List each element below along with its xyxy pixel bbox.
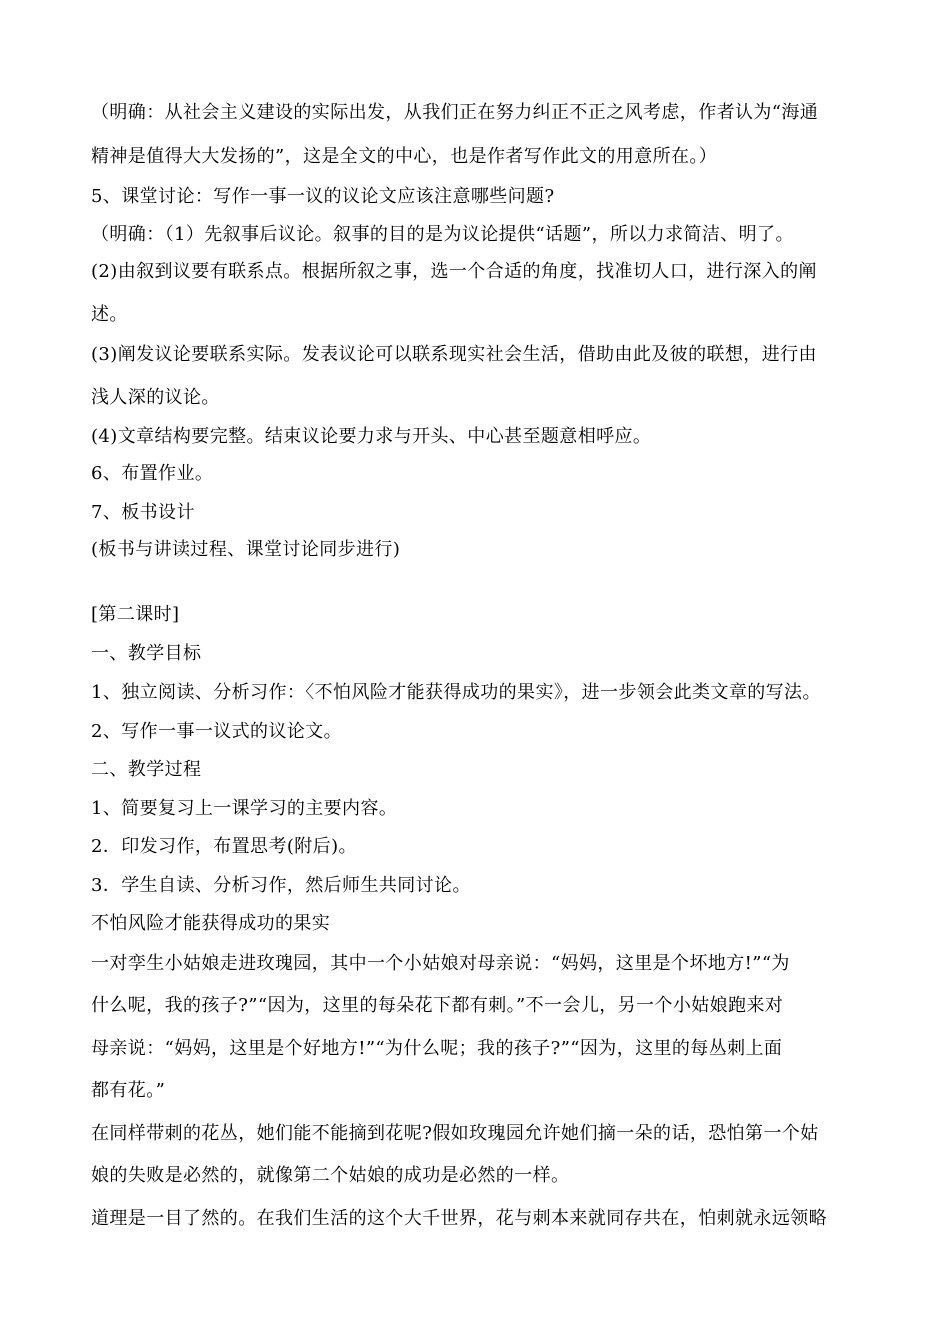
text-line: 在同样带刺的花丛，她们能不能摘到花呢?假如玫瑰园允许她们摘一朵的话，恐怕第一个姑: [91, 1123, 819, 1144]
text-line: 1、独立阅读、分析习作：〈不怕风险才能获得成功的果实》，进一步领会此类文章的写法。: [91, 682, 821, 703]
text-line: 娘的失败是必然的，就像第二个姑娘的成功是必然的一样。: [91, 1165, 570, 1186]
section-header: [第二课时]: [91, 604, 180, 625]
text-line: 7、板书设计: [91, 502, 195, 523]
text-line: 1、简要复习上一课学习的主要内容。: [91, 798, 398, 819]
text-line: 5、课堂讨论：写作一事一议的议论文应该注意哪些问题?: [91, 186, 555, 207]
text-line: （明确：（1）先叙事后议论。叙事的目的是为议论提供“话题”，所以力求简洁、明了。: [91, 224, 794, 245]
text-line: 2、写作一事一议式的议论文。: [91, 721, 343, 742]
text-line: （明确：从社会主义建设的实际出发，从我们正在努力纠正不正之风考虑，作者认为“海通: [91, 102, 819, 123]
text-line: (2)由叙到议要有联系点。根据所叙之事，选一个合适的角度，找准切人口，进行深入的阐: [91, 261, 817, 282]
text-line: 精神是值得大大发扬的”，这是全文的中心，也是作者写作此文的用意所在。）: [91, 146, 718, 167]
text-line: (3)阐发议论要联系实际。发表议论可以联系现实社会生活，借助由此及彼的联想，进行由: [91, 344, 817, 365]
text-line: 道理是一目了然的。在我们生活的这个大千世界，花与刺本来就同存共在，怕刺就永远领略: [91, 1208, 827, 1229]
text-line: 都有花。”: [91, 1080, 166, 1101]
text-line: 6、布置作业。: [91, 463, 214, 484]
text-line: (4)文章结构要完整。结束议论要力求与开头、中心甚至题意相呼应。: [91, 426, 652, 447]
text-line: 什么呢，我的孩子?”“因为，这里的每朵花下都有刺。”不一会儿，另一个小姑娘跑来对: [91, 995, 784, 1016]
heading: 二、教学过程: [91, 759, 202, 780]
text-line: 一对孪生小姑娘走进玫瑰园，其中一个小姑娘对母亲说：“妈妈，这里是个坏地方!”“为: [91, 953, 790, 974]
text-line: 3．学生自读、分析习作，然后师生共同讨论。: [91, 875, 471, 896]
essay-title: 不怕风险才能获得成功的果实: [91, 913, 331, 934]
text-line: 2．印发习作，布置思考(附后)。: [91, 836, 357, 857]
text-line: 述。: [91, 304, 128, 325]
text-line: 母亲说：“妈妈，这里是个好地方!”“为什么呢；我的孩子?”“因为，这里的每丛刺上面: [91, 1038, 783, 1059]
heading: 一、教学目标: [91, 643, 202, 664]
text-line: (板书与讲读过程、课堂讨论同步进行): [91, 539, 401, 560]
text-line: 浅人深的议论。: [91, 387, 220, 408]
